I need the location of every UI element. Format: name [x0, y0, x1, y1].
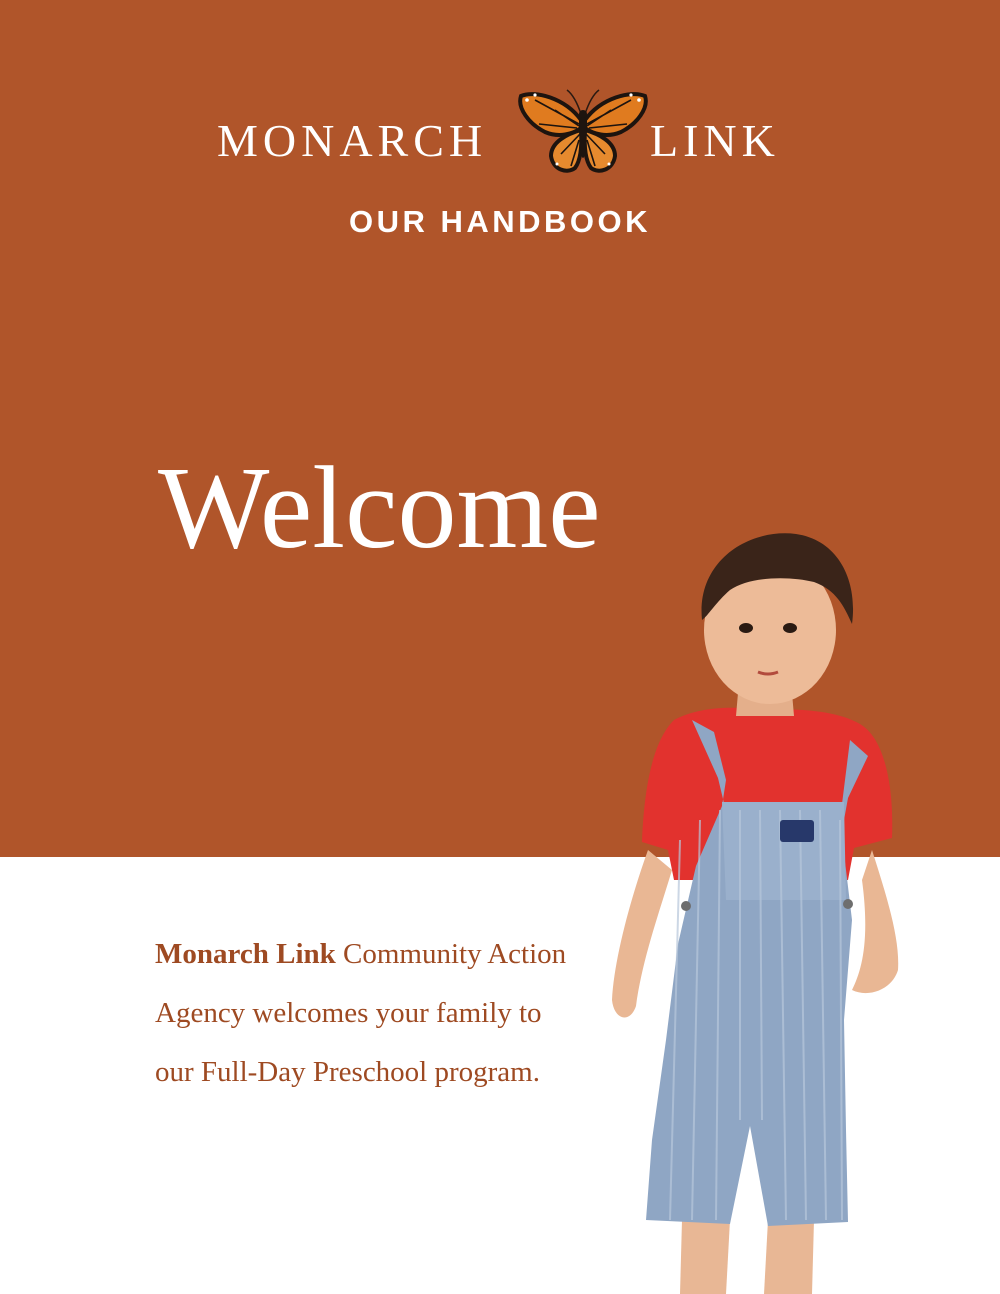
intro-paragraph — [155, 925, 575, 1102]
intro-text: Community Action Agency welcomes your family to our Full-Day Preschool program. — [155, 938, 567, 1088]
monarch-butterfly-icon — [515, 84, 651, 180]
brand-logo — [0, 84, 1000, 180]
brand-name-right: LINK — [650, 115, 780, 166]
welcome-title: Welcome — [158, 442, 601, 573]
brand-name-left: MONARCH — [217, 115, 488, 166]
org-name: Monarch Link — [155, 938, 336, 970]
handbook-subtitle: OUR HANDBOOK — [348, 204, 652, 239]
child-photo — [600, 520, 920, 1294]
